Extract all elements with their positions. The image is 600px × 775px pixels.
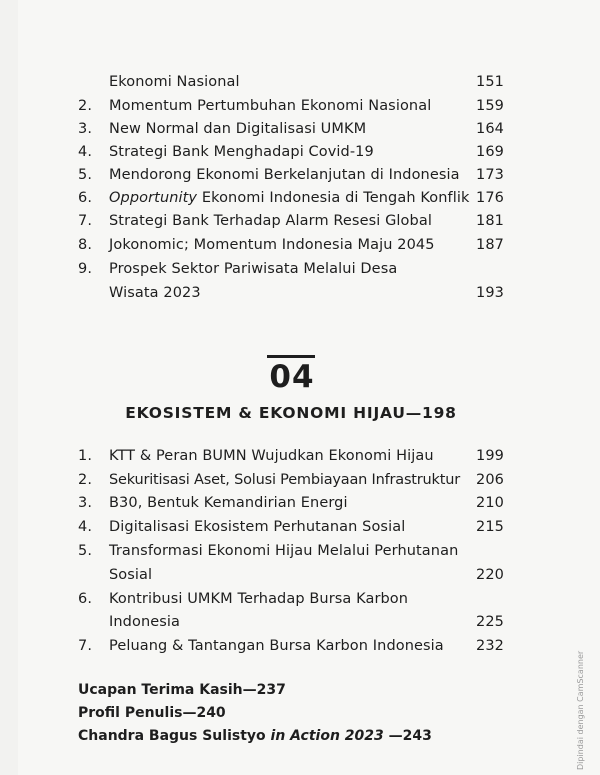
toc-entry-title: Sosial bbox=[109, 567, 153, 583]
toc-entry-title: Digitalisasi Ekosistem Perhutanan Sosial bbox=[109, 519, 406, 535]
toc-entry-title: Wisata 2023 bbox=[109, 285, 201, 301]
toc-entry-number: 3. bbox=[78, 495, 93, 511]
toc-entry-title: Sekuritisasi Aset, Solusi Pembiayaan Infrastruktur bbox=[109, 472, 460, 488]
toc-entry-title: Prospek Sektor Pariwisata Melalui Desa bbox=[109, 261, 398, 277]
toc-entry-page: 169 bbox=[476, 144, 504, 160]
toc-entry-number: 2. bbox=[78, 98, 93, 114]
toc-entry-title: Jokonomic; Momentum Indonesia Maju 2045 bbox=[109, 237, 435, 253]
toc-entry-page: 159 bbox=[476, 98, 504, 114]
toc-entry-title: Mendorong Ekonomi Berkelanjutan di Indonesia bbox=[109, 167, 460, 183]
toc-entry-number: 7. bbox=[78, 638, 93, 654]
toc-entry-page: 199 bbox=[476, 448, 504, 464]
toc-entry-page: 225 bbox=[476, 614, 504, 630]
toc-entry-number: 6. bbox=[78, 190, 93, 206]
chapter-divider bbox=[267, 355, 315, 358]
toc-entry-title-italic: Opportunity bbox=[109, 190, 198, 206]
toc-entry-page: 173 bbox=[476, 167, 504, 183]
toc-entry-page: 164 bbox=[476, 121, 504, 137]
toc-entry-number: 1. bbox=[78, 448, 93, 464]
toc-entry-page: 151 bbox=[476, 74, 504, 90]
toc-entry-title: Transformasi Ekonomi Hijau Melalui Perhutanan bbox=[109, 543, 459, 559]
chapter-number: 04 bbox=[269, 359, 315, 395]
acknowledgement-link[interactable]: Ucapan Terima Kasih—237 bbox=[78, 682, 286, 698]
toc-entry-title: Ekonomi Nasional bbox=[109, 74, 240, 90]
toc-entry-title: Strategi Bank Menghadapi Covid-19 bbox=[109, 144, 374, 160]
toc-entry-number: 2. bbox=[78, 472, 93, 488]
in-action-prefix: Chandra Bagus Sulistyo bbox=[78, 728, 271, 744]
author-profile-link[interactable]: Profil Penulis—240 bbox=[78, 705, 226, 721]
toc-entry-number: 5. bbox=[78, 543, 93, 559]
toc-entry-page: 181 bbox=[476, 213, 504, 229]
toc-entry-title: Indonesia bbox=[109, 614, 181, 630]
toc-entry-title bbox=[109, 188, 469, 208]
toc-entry-number: 9. bbox=[78, 261, 93, 277]
toc-entry-number: 7. bbox=[78, 213, 93, 229]
toc-entry-page: 176 bbox=[476, 190, 504, 206]
toc-entry-number: 6. bbox=[78, 591, 93, 607]
toc-entry-title: Peluang & Tantangan Bursa Karbon Indonesia bbox=[109, 638, 444, 654]
toc-entry-page: 220 bbox=[476, 567, 504, 583]
toc-entry-title: New Normal dan Digitalisasi UMKM bbox=[109, 121, 367, 137]
toc-entry-title: B30, Bentuk Kemandirian Energi bbox=[109, 495, 348, 511]
scanner-watermark: Dipindai dengan CamScanner bbox=[576, 650, 585, 770]
in-action-link[interactable] bbox=[78, 728, 432, 744]
toc-entry-number: 8. bbox=[78, 237, 93, 253]
toc-entry-number: 4. bbox=[78, 144, 93, 160]
toc-entry-number: 5. bbox=[78, 167, 93, 183]
toc-entry-page: 187 bbox=[476, 237, 504, 253]
toc-entry-page: 193 bbox=[476, 285, 504, 301]
toc-entry-page: 210 bbox=[476, 495, 504, 511]
toc-entry-page: 232 bbox=[476, 638, 504, 654]
toc-entry-number: 4. bbox=[78, 519, 93, 535]
chapter-title[interactable]: EKOSISTEM & EKONOMI HIJAU—198 bbox=[125, 404, 457, 422]
toc-entry-title: Kontribusi UMKM Terhadap Bursa Karbon bbox=[109, 591, 409, 607]
toc-entry-number: 3. bbox=[78, 121, 93, 137]
toc-entry-page: 206 bbox=[476, 472, 504, 488]
toc-entry-title: Strategi Bank Terhadap Alarm Resesi Global bbox=[109, 213, 432, 229]
toc-entry-title-rest: Ekonomi Indonesia di Tengah Konflik bbox=[197, 190, 470, 206]
in-action-italic: in Action 2023 bbox=[270, 728, 384, 744]
toc-entry-title: Momentum Pertumbuhan Ekonomi Nasional bbox=[109, 98, 432, 114]
toc-entry-page: 215 bbox=[476, 519, 504, 535]
toc-entry-title: KTT & Peran BUMN Wujudkan Ekonomi Hijau bbox=[109, 448, 434, 464]
in-action-suffix: —243 bbox=[383, 728, 432, 744]
